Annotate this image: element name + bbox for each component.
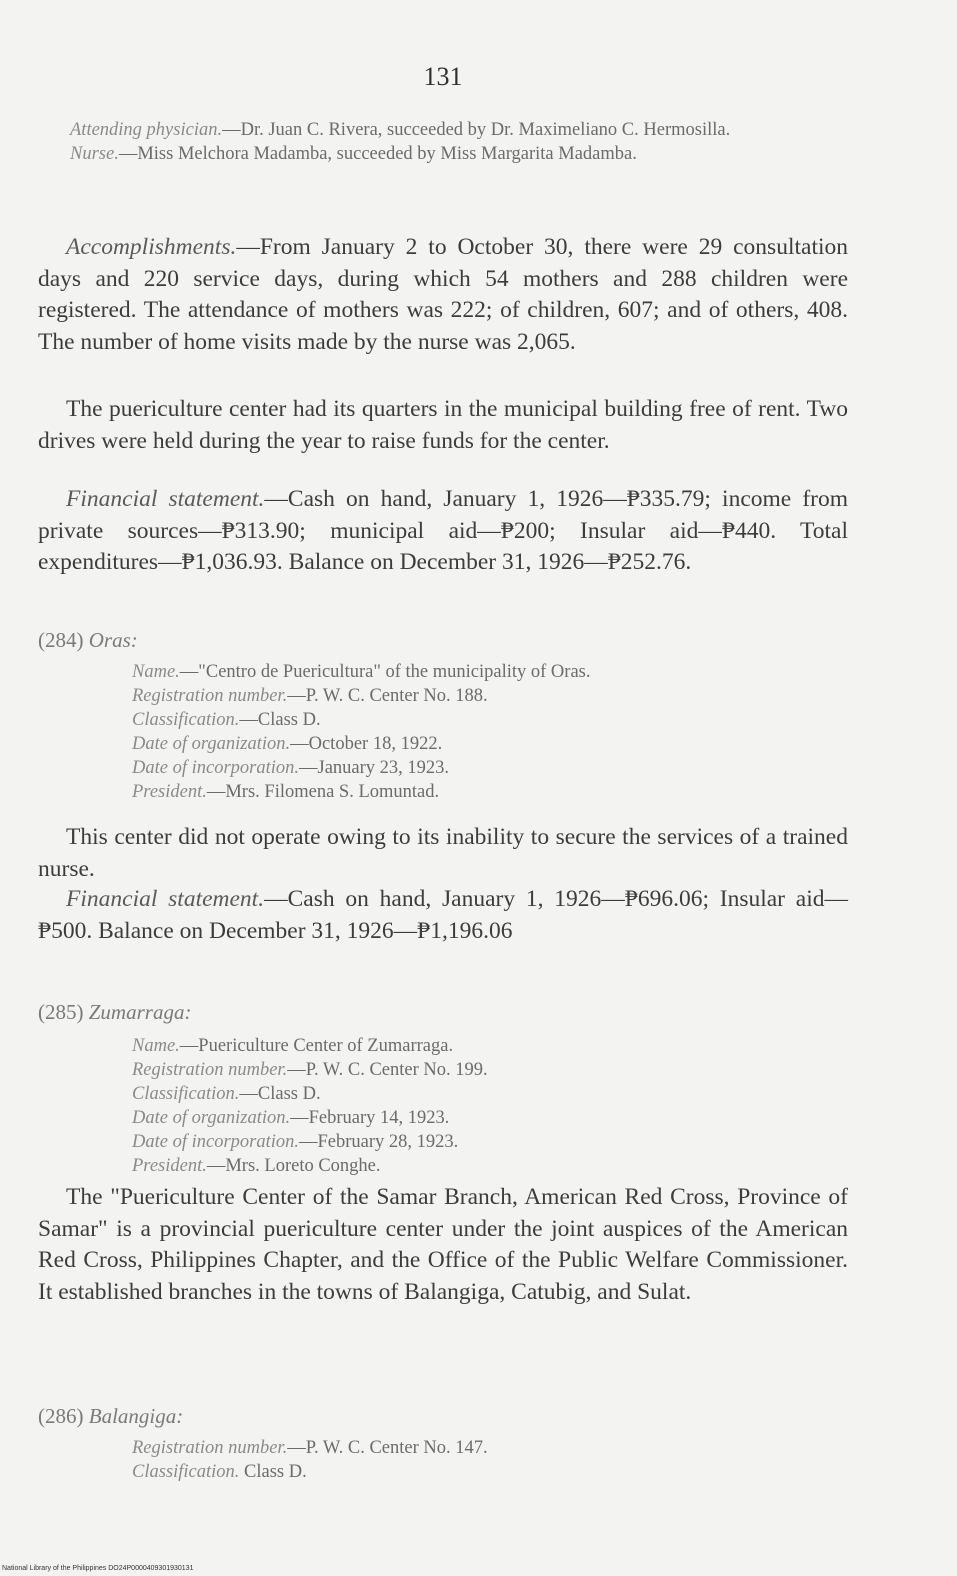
section-284-financial-statement: Financial statement.—Cash on hand, January 1, 1926—₱696.06; Insular aid—₱500. Balance on December 31, 1926—₱1,196.06 (38, 886, 849, 944)
section-285-entries (38, 1034, 942, 1178)
entry: Classification.—Class D. (132, 1084, 321, 1104)
quarters-paragraph: The puericulture center had its quarters in the municipal building free of rent. Two drives were held during the year to raise funds for the center. (38, 396, 848, 454)
entry: Date of incorporation.—January 23, 1923. (132, 758, 450, 778)
section-284-paragraph: This center did not operate owing to its inability to secure the services of a trained nurse. (38, 824, 848, 882)
entry: Date of organization.—October 18, 1922. (132, 734, 443, 754)
entry: Classification.—Class D. (132, 710, 321, 730)
entry: Date of incorporation.—February 28, 1923. (132, 1132, 459, 1152)
staff-list (38, 118, 880, 166)
section-heading-284: (284) Oras: (38, 628, 138, 652)
entry: Registration number.—P. W. C. Center No. 147. (132, 1438, 488, 1458)
section-heading-286: (286) Balangiga: (38, 1404, 184, 1428)
section-heading-285: (285) Zumarraga: (38, 1000, 192, 1024)
staff-entry: Nurse.—Miss Melchora Madamba, succeeded by Miss Margarita Madamba. (70, 144, 637, 164)
section-284-entries (38, 660, 942, 804)
section-285-paragraph: The "Puericulture Center of the Samar Branch, American Red Cross, Province of Samar" is a provincial puericulture center under the joint auspices of the American Red Cross, Philippines Chapter, and the Office of the Public Welfare Commissioner. It established branches in the towns of Balangiga, Catubig, and Sulat. (38, 1184, 848, 1305)
financial-statement-paragraph: Financial statement.—Cash on hand, January 1, 1926—₱335.79; income from private sources—₱313.90; municipal aid—₱200; Insular aid—₱440. Total expenditures—₱1,036.93. Balance on December 31, 1926—₱252.76. (38, 486, 848, 575)
entry: Date of organization.—February 14, 1923. (132, 1108, 450, 1128)
entry: Registration number.—P. W. C. Center No. 199. (132, 1060, 488, 1080)
entry: Name.—"Centro de Puericultura" of the municipality of Oras. (132, 662, 591, 682)
entry: President.—Mrs. Filomena S. Lomuntad. (132, 782, 440, 802)
entry: Registration number.—P. W. C. Center No. 188. (132, 686, 488, 706)
entry: President.—Mrs. Loreto Conghe. (132, 1156, 381, 1176)
accomplishments-paragraph: Accomplishments.—From January 2 to October 30, there were 29 consultation days and 220 service days, during which 54 mothers and 288 children were registered. The attendance of mothers was 222; of children, 607; and of others, 408. The number of home visits made by the nurse was 2,065. (38, 234, 848, 355)
entry: Name.—Puericulture Center of Zumarraga. (132, 1036, 454, 1056)
section-286-entries (38, 1436, 942, 1484)
page-number: 131 (423, 62, 463, 91)
staff-entry: Attending physician.—Dr. Juan C. Rivera, succeeded by Dr. Maximeliano C. Hermosilla. (70, 120, 731, 140)
library-footer: National Library of the Philippines DO24P0000409301930131 (2, 1565, 194, 1572)
entry: Classification. Class D. (132, 1462, 307, 1482)
